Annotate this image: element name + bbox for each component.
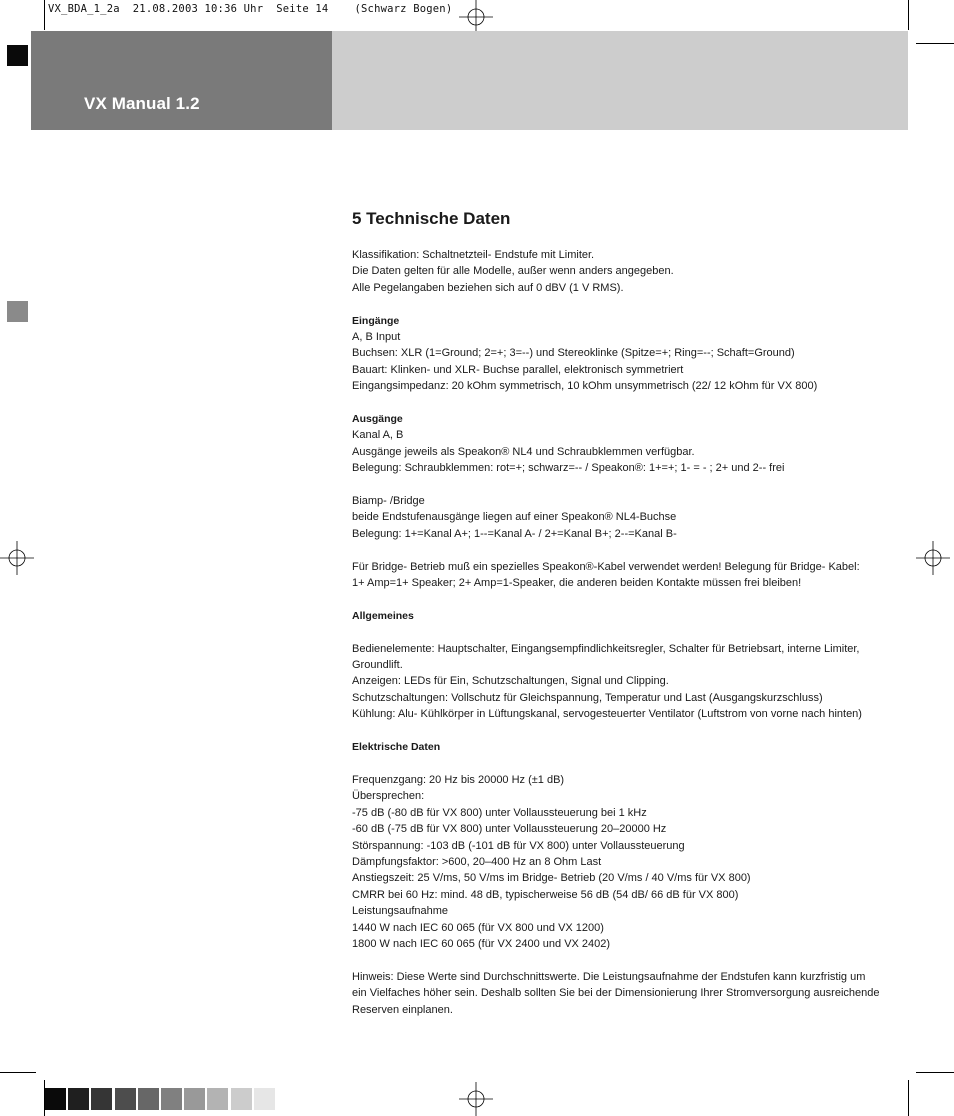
crop-mark-bottom-right-h xyxy=(916,1072,954,1073)
outputs-line: Ausgänge jeweils als Speakon® NL4 und Schraubklemmen verfügbar. xyxy=(352,445,695,458)
intro-line: Klassifikation: Schaltnetzteil- Endstufe mit Limiter. xyxy=(352,249,595,261)
color-swatch xyxy=(184,1088,205,1110)
inputs-line: Bauart: Klinken- und XLR- Buchse parallel, elektronisch symmetriert xyxy=(352,363,684,376)
electrical-line: Leistungsaufnahme xyxy=(352,905,449,918)
outputs-line: Kanal A, B xyxy=(352,429,404,442)
biamp-line: beide Endstufenausgänge liegen auf einer Speakon® NL4-Buchse xyxy=(352,511,677,524)
outputs-line: Belegung: Schraubklemmen: rot=+; schwarz=-- / Speakon®: 1+=+; 1- = - ; 2+ und 2-- frei xyxy=(352,462,785,475)
color-swatch xyxy=(91,1088,112,1110)
color-swatch xyxy=(231,1088,252,1110)
color-swatch xyxy=(45,1088,66,1110)
electrical-line: Frequenzgang: 20 Hz bis 20000 Hz (±1 dB) xyxy=(352,773,565,786)
note-paragraph: Hinweis: Diese Werte sind Durchschnittswerte. Die Leistungsaufnahme der Endstufen kann kurzfristig um ein Vielfaches höher sein. Deshalb sollten Sie bei der Dimensionierung Ihrer Stromversorgung ausreichende Reserven einplanen. xyxy=(352,970,880,1016)
general-line: Kühlung: Alu- Kühlkörper in Lüftungskanal, servogesteuerter Ventilator (Luftstrom von vorne nach hinten) xyxy=(352,708,862,721)
outputs-title: Ausgänge xyxy=(352,413,403,426)
inputs-line: Eingangsimpedanz: 20 kOhm symmetrisch, 10 kOhm unsymmetrisch (22/ 12 kOhm für VX 800) xyxy=(352,380,818,393)
electrical-line: Störspannung: -103 dB (-101 dB für VX 800) unter Vollaussteuerung xyxy=(352,839,685,852)
electrical-line: Übersprechen: xyxy=(352,790,425,803)
bridge-line: 1+ Amp=1+ Speaker; 2+ Amp=1-Speaker, die anderen beiden Kontakte müssen frei bleiben! xyxy=(352,577,802,590)
general-line: Anzeigen: LEDs für Ein, Schutzschaltungen, Signal und Clipping. xyxy=(352,675,669,688)
registration-mark-bottom-icon xyxy=(459,1082,493,1116)
electrical-line: 1440 W nach IEC 60 065 (für VX 800 und VX 1200) xyxy=(352,921,604,934)
header-band-dark xyxy=(31,31,332,130)
inputs-title: Eingänge xyxy=(352,314,400,327)
color-swatch xyxy=(161,1088,182,1110)
print-slug: VX_BDA_1_2a 21.08.2003 10:36 Uhr Seite 14 (Schwarz Bogen) xyxy=(48,3,453,15)
general-line: Schutzschaltungen: Vollschutz für Gleichspannung, Temperatur und Last (Ausgangskurzschluss) xyxy=(352,691,823,704)
electrical-line: Anstiegszeit: 25 V/ms, 50 V/ms im Bridge- Betrieb (20 V/ms / 40 V/ms für VX 800) xyxy=(352,872,751,885)
biamp-line: Biamp- /Bridge xyxy=(352,495,425,508)
inputs-line: Buchsen: XLR (1=Ground; 2=+; 3=--) und Stereoklinke (Spitze=+; Ring=--; Schaft=Ground) xyxy=(352,347,795,360)
header-band-light xyxy=(332,31,908,130)
general-title: Allgemeines xyxy=(352,609,414,622)
manual-title: VX Manual 1.2 xyxy=(84,94,200,113)
crop-mark-bottom-left-h xyxy=(0,1072,36,1073)
registration-mark-left-icon xyxy=(0,541,34,575)
electrical-title: Elektrische Daten xyxy=(352,741,441,754)
color-swatch xyxy=(207,1088,228,1110)
biamp-line: Belegung: 1+=Kanal A+; 1--=Kanal A- / 2+=Kanal B+; 2--=Kanal B- xyxy=(352,527,677,540)
bridge-line: Für Bridge- Betrieb muß ein spezielles Speakon®-Kabel verwendet werden! Belegung für Bridge- Kabel: xyxy=(352,560,860,573)
technical-data-section xyxy=(352,206,882,1018)
electrical-line: Dämpfungsfaktor: >600, 20–400 Hz an 8 Ohm Last xyxy=(352,855,602,868)
intro-line: Alle Pegelangaben beziehen sich auf 0 dBV (1 V RMS). xyxy=(352,281,624,294)
electrical-line: -75 dB (-80 dB für VX 800) unter Vollaussteuerung bei 1 kHz xyxy=(352,806,647,819)
crop-mark-top-left-v xyxy=(44,0,45,30)
color-swatch xyxy=(254,1088,275,1110)
crop-mark-top-right-h xyxy=(916,43,954,44)
section-heading: 5 Technische Daten xyxy=(352,209,511,228)
page-marker-gray xyxy=(7,301,28,322)
general-line: Bedienelemente: Hauptschalter, Eingangsempfindlichkeitsregler, Schalter für Betriebsart, interne Limiter, Groundlift. xyxy=(352,642,860,672)
color-swatch xyxy=(115,1088,136,1110)
electrical-line: 1800 W nach IEC 60 065 (für VX 2400 und VX 2402) xyxy=(352,937,611,950)
registration-mark-top-icon xyxy=(459,0,493,34)
inputs-line: A, B Input xyxy=(352,331,401,344)
color-swatch xyxy=(138,1088,159,1110)
crop-mark-top-right-v xyxy=(908,0,909,30)
electrical-line: -60 dB (-75 dB für VX 800) unter Vollaussteuerung 20–20000 Hz xyxy=(352,823,667,836)
registration-mark-right-icon xyxy=(916,541,950,575)
intro-line: Die Daten gelten für alle Modelle, außer wenn anders angegeben. xyxy=(352,265,674,278)
electrical-line: CMRR bei 60 Hz: mind. 48 dB, typischerweise 56 dB (54 dB/ 66 dB für VX 800) xyxy=(352,888,739,901)
color-swatch xyxy=(68,1088,89,1110)
crop-mark-bottom-right-v xyxy=(908,1080,909,1116)
page-marker-black xyxy=(7,45,28,66)
